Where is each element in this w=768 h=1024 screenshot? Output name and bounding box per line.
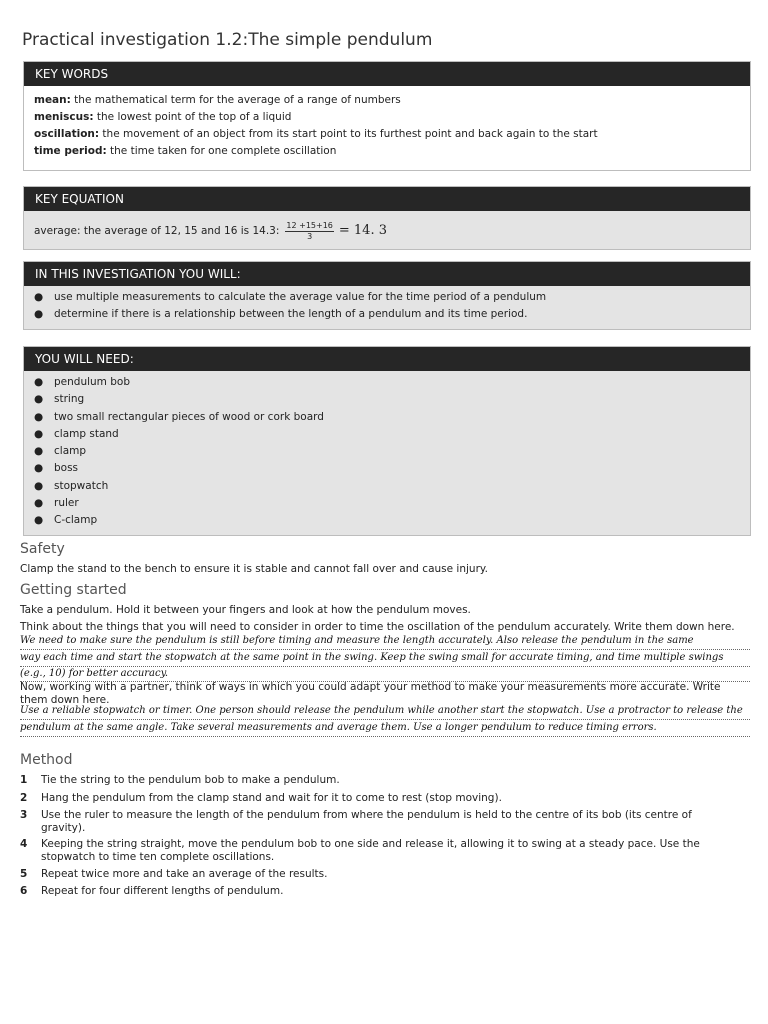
page-title: Practical investigation 1.2:The simple pendulum (22, 30, 433, 50)
getting-started-p3: Now, working with a partner, think of ways in which you could adapt your method to make your measurements more accurate. Write them down here. (20, 681, 721, 706)
handwritten-answer-line: (e.g., 10) for better accuracy. (20, 668, 169, 679)
bullet-icon: ● (34, 427, 44, 440)
investigation-list (24, 286, 750, 329)
method-step: 6 Repeat for four different lengths of pendulum. (20, 885, 284, 897)
key-word-definition: the time taken for one complete oscillation (106, 145, 337, 157)
key-words-list (24, 86, 750, 164)
list-item: ● determine if there is a relationship between the length of a pendulum and its time period. (34, 306, 740, 323)
key-word-term: oscillation: (34, 128, 100, 140)
list-item: ● use multiple measurements to calculate the average value for the time period of a pendulum (34, 289, 740, 306)
key-word-term: mean: (34, 94, 71, 106)
list-item: ● stopwatch (34, 478, 740, 495)
bullet-icon: ● (34, 479, 44, 492)
equipment-heading: YOU WILL NEED: (24, 347, 750, 371)
key-word-definition: the movement of an object from its start point to its furthest point and back again to the start (99, 128, 598, 140)
getting-started-p1: Take a pendulum. Hold it between your fingers and look at how the pendulum moves. (20, 604, 471, 616)
bullet-icon: ● (34, 445, 44, 458)
method-step: 2 Hang the pendulum from the clamp stand and wait for it to come to rest (stop moving). (20, 792, 502, 804)
key-word-row (34, 92, 740, 109)
safety-heading: Safety (20, 541, 65, 557)
getting-started-p2: Think about the things that you will need to consider in order to time the oscillation of the pendulum accurately. Write them down here. (20, 621, 735, 633)
list-item: ● pendulum bob (34, 374, 740, 391)
key-words-box (23, 61, 751, 171)
key-word-definition: the lowest point of the top of a liquid (93, 111, 292, 123)
method-heading: Method (20, 752, 73, 768)
key-equation-box (23, 186, 751, 250)
equation-row (34, 220, 740, 242)
handwritten-answer-line: We need to make sure the pendulum is still before timing and measure the length accurately. Also release the pendulum in the same (20, 635, 694, 646)
fraction-numerator: 12 +15+16 (286, 220, 333, 230)
key-word-term: time period: (34, 145, 107, 157)
bullet-icon: ● (34, 462, 44, 475)
equation-fraction (285, 221, 334, 242)
key-words-heading: KEY WORDS (24, 62, 750, 86)
bullet-icon: ● (34, 514, 44, 527)
answer-dotted-line (20, 736, 750, 737)
equipment-box (23, 346, 751, 536)
list-item: ● ruler (34, 495, 740, 512)
list-item: ● clamp (34, 443, 740, 460)
handwritten-answer-line: way each time and start the stopwatch at the same point in the swing. Keep the swing small for accurate timing, and time multiple swings (20, 652, 724, 663)
getting-started-heading: Getting started (20, 582, 127, 598)
key-equation-heading: KEY EQUATION (24, 187, 750, 211)
method-step: 1 Tie the string to the pendulum bob to make a pendulum. (20, 774, 340, 786)
key-word-row (34, 143, 740, 160)
investigation-heading: IN THIS INVESTIGATION YOU WILL: (24, 262, 750, 286)
bullet-icon: ● (34, 393, 44, 406)
equation-result: = 14. 3 (338, 223, 387, 238)
safety-text: Clamp the stand to the bench to ensure it is stable and cannot fall over and cause injury. (20, 563, 488, 575)
list-item: ● two small rectangular pieces of wood or cork board (34, 409, 740, 426)
key-equation-body (24, 211, 750, 249)
handwritten-answer-line: Use a reliable stopwatch or timer. One person should release the pendulum while another start the stopwatch. Use a protractor to release the (20, 705, 743, 716)
list-item: ● C-clamp (34, 512, 740, 529)
bullet-icon: ● (34, 497, 44, 510)
method-step: 4 Keeping the string straight, move the pendulum bob to one side and release it, allowing it to swing at a steady pace. Use the stopwatch to time ten complete oscillations. (20, 838, 700, 863)
equation-text: average: the average of 12, 15 and 16 is 14.3: (34, 225, 280, 237)
handwritten-answer-line: pendulum at the same angle. Take several measurements and average them. Use a longer pendulum to reduce timing errors. (20, 722, 657, 733)
bullet-icon: ● (34, 410, 44, 423)
bullet-icon: ● (34, 376, 44, 388)
list-item: ● clamp stand (34, 426, 740, 443)
fraction-denominator: 3 (307, 231, 313, 241)
investigation-box (23, 261, 751, 330)
key-word-row (34, 109, 740, 126)
method-step: 3 Use the ruler to measure the length of the pendulum from where the pendulum is held to the centre of its bob (its centre of gravity). (20, 809, 692, 834)
key-word-definition: the mathematical term for the average of a range of numbers (70, 94, 401, 106)
key-word-term: meniscus: (34, 111, 94, 123)
key-word-row (34, 126, 740, 143)
bullet-icon: ● (34, 308, 44, 321)
list-item: ● string (34, 391, 740, 408)
bullet-icon: ● (34, 291, 44, 303)
method-step: 5 Repeat twice more and take an average of the results. (20, 868, 328, 880)
equipment-list (24, 371, 750, 535)
list-item: ● boss (34, 460, 740, 477)
